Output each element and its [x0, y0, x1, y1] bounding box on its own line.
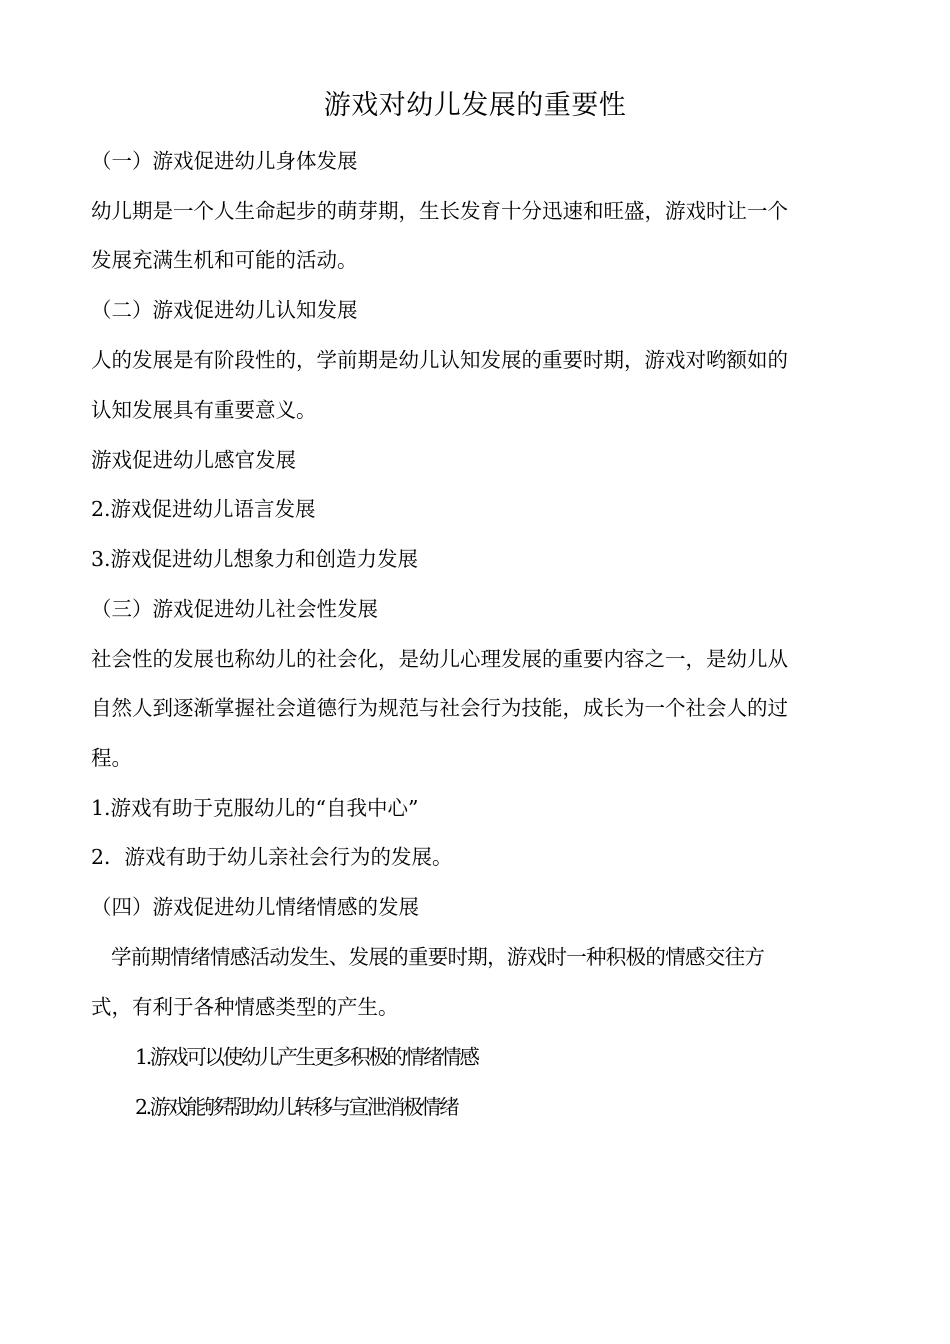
list-item: 游戏促进幼儿感官发展	[91, 448, 296, 472]
section-heading-1: （一）游戏促进幼儿身体发展	[91, 149, 358, 173]
section-4-body-line-2: 式，有利于各种情感类型的产生。	[91, 995, 399, 1019]
section-4-body-line-1: 学前期情绪情感活动发生、发展的重要时期，游戏时一种积极的情感交往方	[111, 945, 765, 969]
section-1-body-line-1: 幼儿期是一个人生命起步的萌芽期，生长发育十分迅速和旺盛，游戏时让一个	[91, 199, 788, 223]
section-heading-4: （四）游戏促进幼儿情绪情感的发展	[91, 895, 419, 919]
list-item: 2.游戏能够帮助幼儿转移与宣泄消极情绪	[135, 1095, 458, 1119]
section-heading-3: （三）游戏促进幼儿社会性发展	[91, 597, 378, 621]
section-heading-2: （二）游戏促进幼儿认知发展	[91, 298, 358, 322]
section-3-body-line-1: 社会性的发展也称幼儿的社会化，是幼儿心理发展的重要内容之一，是幼儿从	[91, 647, 788, 671]
section-2-body-line-2: 认知发展具有重要意义。	[91, 398, 317, 422]
list-item: 2.游戏促进幼儿语言发展	[91, 497, 316, 521]
document-title: 游戏对幼儿发展的重要性	[323, 90, 627, 121]
list-item: 3.游戏促进幼儿想象力和创造力发展	[91, 547, 419, 571]
list-item: 2．游戏有助于幼儿亲社会行为的发展。	[91, 845, 453, 869]
section-2-body-line-1: 人的发展是有阶段性的，学前期是幼儿认知发展的重要时期，游戏对哟额如的	[91, 348, 788, 372]
section-3-body-line-2: 自然人到逐渐掌握社会道德行为规范与社会行为技能，成长为一个社会人的过	[91, 696, 788, 720]
list-item: 1.游戏有助于克服幼儿的“自我中心”	[91, 796, 419, 820]
list-item: 1.游戏可以使幼儿产生更多积极的情绪情感	[135, 1045, 478, 1069]
section-1-body-line-2: 发展充满生机和可能的活动。	[91, 248, 358, 272]
section-3-body-line-3: 程。	[91, 746, 132, 770]
